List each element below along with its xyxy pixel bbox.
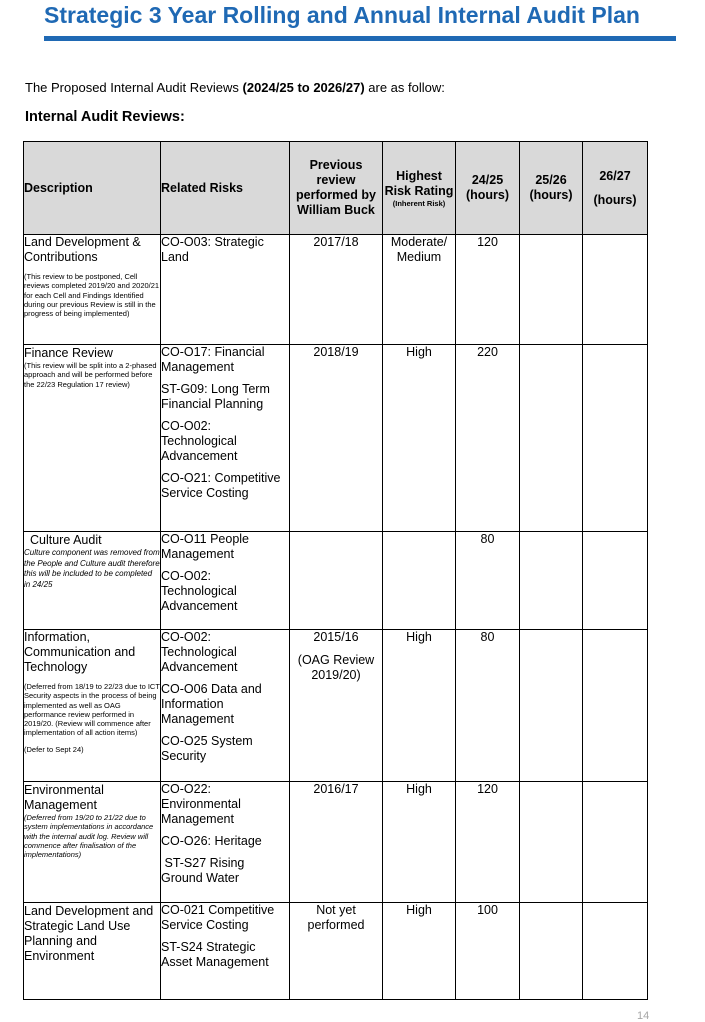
hours-2526-cell	[520, 903, 583, 1000]
review-note: (Deferred from 19/20 to 21/22 due to system implementations in accordance with the internal audit log. Review will commence after finalisation of the implementations)	[24, 813, 154, 860]
hours-2425-cell: 120	[456, 782, 520, 903]
intro-text-before: The Proposed Internal Audit Reviews	[25, 80, 243, 95]
review-title: Land Development & Contributions	[24, 235, 141, 264]
col-header-2627-hours	[583, 142, 648, 235]
intro-text-after: are as follow:	[364, 80, 445, 95]
previous-review-cell: 2017/18	[290, 235, 383, 345]
page-title: Strategic 3 Year Rolling and Annual Internal Audit Plan	[44, 2, 640, 28]
hours-2526-cell	[520, 345, 583, 532]
risk-item: CO-O21: Competitive Service Costing	[161, 471, 281, 500]
review-title: Finance Review	[24, 346, 113, 360]
col-header-2526-hours: 25/26 (hours)	[520, 142, 583, 235]
related-risks-cell	[161, 630, 290, 782]
risk-item: ST-S24 Strategic Asset Management	[161, 940, 269, 969]
risk-rating-cell: High	[383, 345, 456, 532]
related-risks-cell	[161, 903, 290, 1000]
intro-period: (2024/25 to 2026/27)	[242, 80, 365, 95]
hours-2627-cell	[583, 235, 648, 345]
hours-2425-cell: 100	[456, 903, 520, 1000]
hours-2425-cell: 80	[456, 630, 520, 782]
risk-item: CO-O22: Environmental Management	[161, 782, 241, 826]
hours-2627-cell	[583, 345, 648, 532]
related-risks-cell	[161, 345, 290, 532]
previous-review-cell	[290, 532, 383, 630]
hours-2425-cell: 120	[456, 235, 520, 345]
risk-item: CO-O03: Strategic Land	[161, 235, 264, 264]
previous-review-cell: 2016/17	[290, 782, 383, 903]
col-header-risk-rating	[383, 142, 456, 235]
related-risks-cell	[161, 532, 290, 630]
review-title: Environmental Management	[24, 783, 104, 812]
hours-2425-cell: 80	[456, 532, 520, 630]
risk-rating-sublabel: (Inherent Risk)	[392, 198, 446, 208]
col-header-2425-hours: 24/25 (hours)	[456, 142, 520, 235]
review-note: (This review will be split into a 2-phased approach and will be performed before the 22/23 Regulation 17 review)	[24, 361, 157, 389]
hours-2526-cell	[520, 782, 583, 903]
hours-2425-cell: 220	[456, 345, 520, 532]
col-header-2627-unit: (hours)	[593, 192, 637, 207]
risk-rating-cell: High	[383, 903, 456, 1000]
risk-rating-cell: High	[383, 782, 456, 903]
description-cell	[24, 235, 161, 345]
previous-review-extra: (OAG Review 2019/20)	[297, 653, 375, 682]
risk-rating-cell: Moderate/ Medium	[383, 235, 456, 345]
col-header-description: Description	[24, 142, 161, 235]
review-title: Information, Communication and Technology	[24, 630, 136, 674]
table-row	[24, 903, 648, 1000]
risk-item: CO-O25 System Security	[161, 734, 253, 763]
description-cell	[24, 630, 161, 782]
title-rule	[44, 36, 676, 41]
previous-review-cell: Not yet performed	[290, 903, 383, 1000]
risk-item: CO-O11 People Management	[161, 532, 250, 561]
table-row	[24, 235, 648, 345]
page-number: 14	[637, 1010, 650, 1022]
risk-rating-cell	[383, 532, 456, 630]
hours-2526-cell	[520, 235, 583, 345]
col-header-related-risks: Related Risks	[161, 142, 290, 235]
intro-text	[25, 80, 445, 95]
related-risks-cell	[161, 235, 290, 345]
previous-review-cell: 2018/19	[290, 345, 383, 532]
risk-rating-label: Highest Risk Rating	[384, 168, 454, 198]
review-note-extra: (Defer to Sept 24)	[24, 744, 84, 754]
risk-item: ST-G09: Long Term Financial Planning	[161, 382, 270, 411]
risk-item: CO-O02: Technological Advancement	[161, 419, 238, 463]
description-cell	[24, 532, 161, 630]
col-header-2627-year: 26/27	[599, 168, 631, 183]
col-header-previous-review: Previous review performed by William Buck	[290, 142, 383, 235]
hours-2627-cell	[583, 782, 648, 903]
review-note: (This review to be postponed, Cell reviews completed 2019/20 and 2020/21 for each Cell and Findings Identified during our previous Review is still in the progress of being implemented)	[24, 272, 160, 319]
hours-2526-cell	[520, 630, 583, 782]
table-row	[24, 532, 648, 630]
previous-review-year: 2015/16	[313, 630, 359, 644]
risk-item: CO-O02: Technological Advancement	[161, 569, 238, 613]
review-title: Culture Audit	[30, 533, 102, 547]
hours-2627-cell	[583, 532, 648, 630]
table-header-row	[24, 142, 648, 235]
description-cell	[24, 345, 161, 532]
review-note: Culture component was removed from the People and Culture audit therefore this will be included to be completed in 24/25	[24, 548, 160, 589]
description-cell	[24, 782, 161, 903]
risk-item: CO-021 Competitive Service Costing	[161, 903, 275, 932]
risk-rating-cell: High	[383, 630, 456, 782]
description-cell	[24, 903, 161, 1000]
related-risks-cell	[161, 782, 290, 903]
hours-2627-cell	[583, 903, 648, 1000]
risk-item: CO-O17: Financial Management	[161, 345, 265, 374]
risk-item: CO-O26: Heritage	[161, 834, 262, 848]
risk-item: ST-S27 Rising Ground Water	[161, 856, 248, 885]
hours-2627-cell	[583, 630, 648, 782]
audit-plan-table	[23, 141, 648, 1000]
review-title: Land Development and Strategic Land Use Planning and Environment	[24, 904, 154, 963]
table-row	[24, 782, 648, 903]
table-row	[24, 345, 648, 532]
previous-review-cell	[290, 630, 383, 782]
section-heading: Internal Audit Reviews:	[25, 109, 185, 125]
review-note: (Deferred from 18/19 to 22/23 due to ICT Security aspects in the process of being implemented as well as OAG performance review performed in 2019/20. (Review will commence after implementation of all action items)	[24, 682, 160, 738]
risk-item: CO-O06 Data and Information Management	[161, 682, 262, 726]
hours-2526-cell	[520, 532, 583, 630]
table-row	[24, 630, 648, 782]
risk-item: CO-O02: Technological Advancement	[161, 630, 238, 674]
